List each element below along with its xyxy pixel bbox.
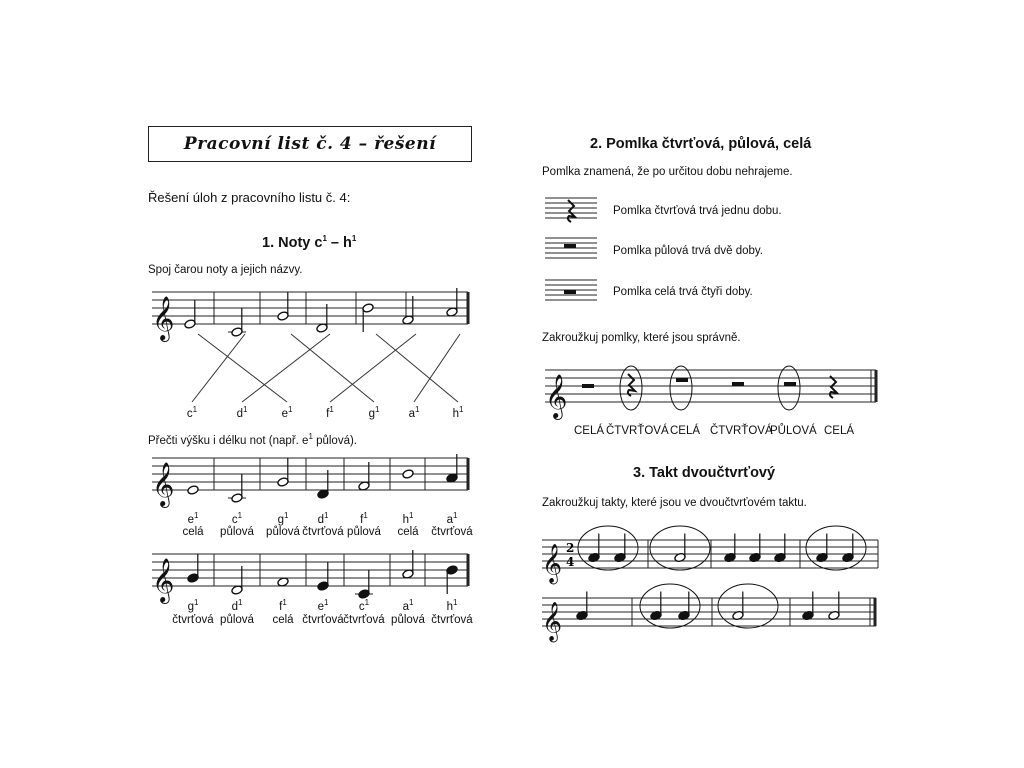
rest-label-3: CELÁ bbox=[670, 425, 701, 437]
worksheet-title: Pracovní list č. 4 – řešení bbox=[148, 126, 472, 162]
rest-2 bbox=[628, 374, 635, 396]
connection-line bbox=[192, 334, 245, 402]
staff3-length-label: půlová bbox=[391, 614, 425, 626]
staff2-note-6 bbox=[402, 469, 414, 479]
half-rest bbox=[564, 244, 576, 248]
staff3-pitch-label: $e^1$ bbox=[317, 598, 329, 613]
note-name-h: $h^1$ bbox=[452, 405, 464, 420]
task4-text: Zakroužkuj takty, které jsou ve dvoučtvrťovém taktu. bbox=[542, 497, 807, 509]
staff2-pitch-label: $d^1$ bbox=[317, 511, 329, 526]
staff2-length-label: celá bbox=[397, 526, 419, 538]
connection-line bbox=[198, 334, 287, 402]
treble-clef: 𝄞 bbox=[152, 558, 175, 603]
note-name-c: $c^1$ bbox=[186, 405, 198, 420]
task1-text: Spoj čarou noty a jejich názvy. bbox=[148, 264, 303, 276]
connection-line bbox=[376, 334, 458, 402]
staff3-length-label: čtvrťová bbox=[172, 614, 214, 626]
whole-rest bbox=[564, 290, 576, 294]
connection-line bbox=[291, 334, 374, 402]
rest-4 bbox=[732, 382, 744, 386]
circle-rest-3 bbox=[670, 366, 692, 410]
staff2-length-label: půlová bbox=[347, 526, 381, 538]
treble-clef: 𝄞 bbox=[152, 296, 175, 341]
staff3-pitch-label: $c^1$ bbox=[358, 598, 370, 613]
staff2-length-label: čtvrťová bbox=[431, 526, 473, 538]
staff3-length-label: čtvrťová bbox=[431, 614, 473, 626]
rest-label-4: ČTVRŤOVÁ bbox=[710, 425, 773, 437]
connection-line bbox=[242, 334, 330, 402]
rest-5 bbox=[784, 382, 796, 386]
treble-clef: 𝄞 bbox=[545, 374, 568, 419]
intro-text: Řešení úloh z pracovního listu č. 4: bbox=[148, 190, 351, 205]
staff3-pitch-label: $g^1$ bbox=[187, 598, 199, 613]
staff2-length-label: celá bbox=[182, 526, 204, 538]
half-rest-desc: Pomlka půlová trvá dvě doby. bbox=[613, 245, 764, 257]
rest-3 bbox=[676, 378, 688, 382]
staff3-pitch-label: $a^1$ bbox=[402, 598, 414, 613]
rest-intro-text: Pomlka znamená, že po určitou dobu nehrajeme. bbox=[542, 166, 793, 178]
connection-line bbox=[414, 334, 460, 402]
section1-title: 1. Noty $c^1 - h^1$ bbox=[262, 234, 357, 251]
staff3-length-label: půlová bbox=[220, 614, 254, 626]
section2-title: 2. Pomlka čtvrťová, půlová, celá bbox=[590, 136, 812, 152]
circle-measure-6 bbox=[640, 584, 700, 628]
staff2-length-label: čtvrťová bbox=[302, 526, 344, 538]
staff2-pitch-label: $g^1$ bbox=[277, 511, 289, 526]
rest-label-2: ČTVRŤOVÁ bbox=[606, 425, 669, 437]
rest-6 bbox=[830, 376, 837, 398]
staff3-length-label: celá bbox=[272, 614, 294, 626]
task3-text: Zakroužkuj pomlky, které jsou správně. bbox=[542, 332, 741, 344]
note-name-f: $f^1$ bbox=[326, 405, 334, 420]
treble-clef: 𝄞 bbox=[542, 601, 563, 642]
task2-text: Přečti výšku i délku not (např. $e^1$ půlová). bbox=[148, 432, 357, 447]
note-name-a: $a^1$ bbox=[408, 405, 420, 420]
note-name-d: $d^1$ bbox=[236, 405, 248, 420]
time-sig-top: 2 bbox=[566, 541, 575, 555]
rest-label-1: CELÁ bbox=[574, 425, 605, 437]
staff2-pitch-label: $e^1$ bbox=[187, 511, 199, 526]
staff3-pitch-label: $f^1$ bbox=[279, 598, 287, 613]
circle-rest-5 bbox=[778, 366, 800, 410]
staff2-pitch-label: $c^1$ bbox=[231, 511, 243, 526]
staff3-pitch-label: $h^1$ bbox=[446, 598, 458, 613]
staff2-pitch-label: $a^1$ bbox=[446, 511, 458, 526]
treble-clef: 𝄞 bbox=[542, 543, 563, 584]
staff3-length-label: čtvrťová bbox=[302, 614, 344, 626]
rest-label-6: CELÁ bbox=[824, 425, 855, 437]
staff2-length-label: půlová bbox=[266, 526, 300, 538]
note-name-g: $g^1$ bbox=[368, 405, 380, 420]
quarter-rest-desc: Pomlka čtvrťová trvá jednu dobu. bbox=[613, 205, 782, 217]
staff2-note-1 bbox=[187, 485, 199, 495]
circle-measure-4 bbox=[806, 526, 866, 570]
section3-title: 3. Takt dvoučtvrťový bbox=[633, 465, 776, 481]
staff3-pitch-label: $d^1$ bbox=[231, 598, 243, 613]
circle-measure-2 bbox=[650, 526, 710, 570]
rest-label-5: PŮLOVÁ bbox=[770, 425, 817, 437]
note-name-e: $e^1$ bbox=[281, 405, 293, 420]
staff2-pitch-label: $h^1$ bbox=[402, 511, 414, 526]
whole-rest-desc: Pomlka celá trvá čtyři doby. bbox=[613, 286, 753, 298]
time-sig-bottom: 4 bbox=[566, 555, 575, 569]
staff2-length-label: půlová bbox=[220, 526, 254, 538]
circle-measure-1 bbox=[578, 526, 638, 570]
staff2-pitch-label: $f^1$ bbox=[360, 511, 368, 526]
treble-clef: 𝄞 bbox=[152, 462, 175, 507]
circle-measure-7 bbox=[718, 584, 778, 628]
staff3-length-label: čtvrťová bbox=[343, 614, 385, 626]
rest-1 bbox=[582, 384, 594, 388]
connection-line bbox=[330, 334, 416, 402]
